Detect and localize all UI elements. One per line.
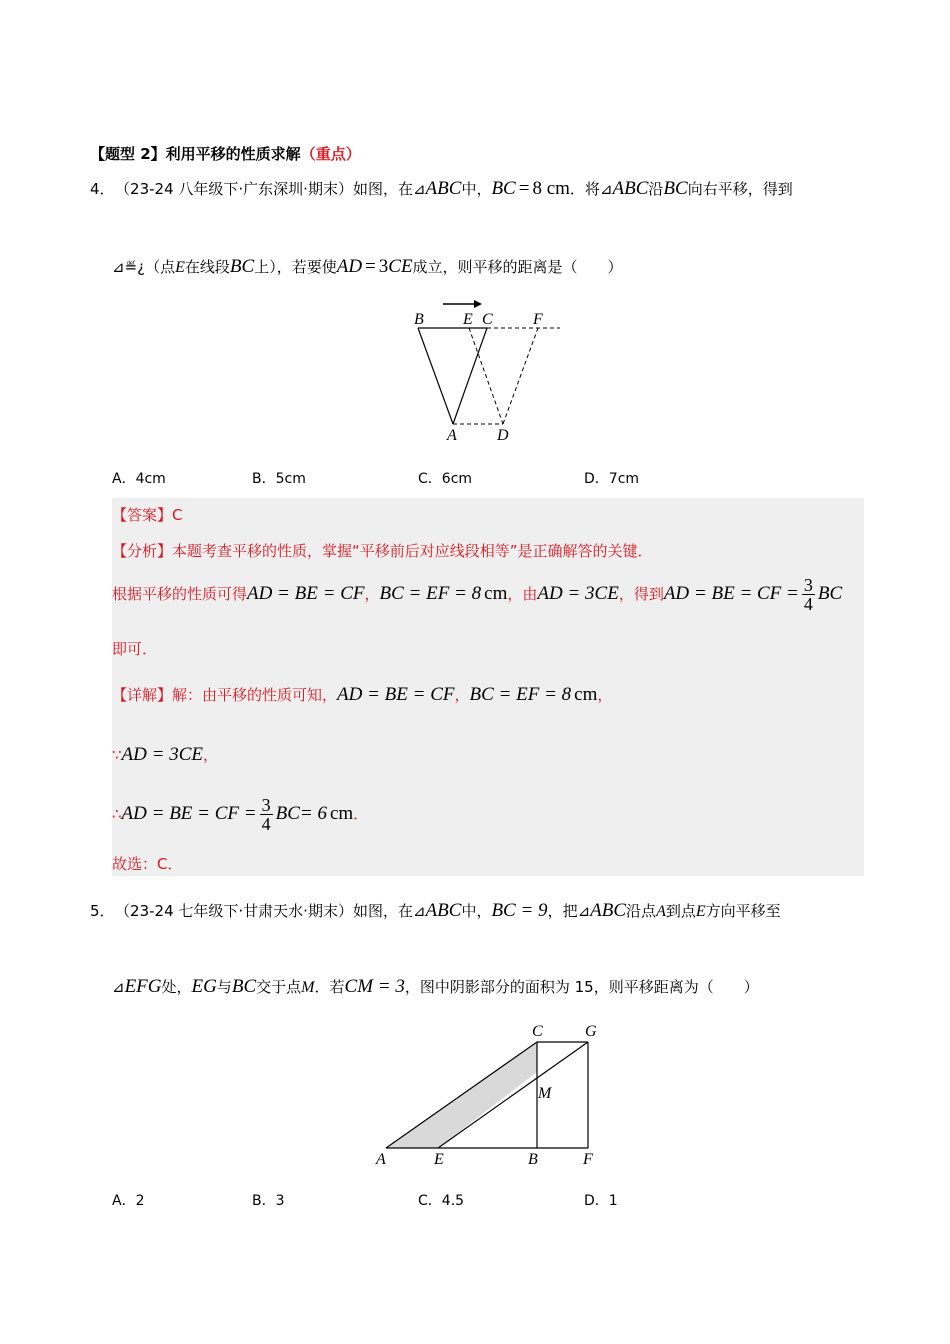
option-value: 4.5: [441, 1193, 465, 1209]
label-d: D: [497, 427, 509, 444]
analysis-text: 根据平移的性质可得: [112, 585, 248, 603]
q4-text: 上），若要使: [254, 258, 337, 276]
label-a: A: [376, 1151, 386, 1168]
fraction-num: 3: [261, 795, 271, 815]
q5-text: 如图，在: [352, 902, 413, 920]
option-label: D．: [584, 1193, 609, 1209]
label-c: C: [532, 1023, 543, 1040]
option-label: A．: [112, 1193, 136, 1209]
label-f: F: [533, 311, 543, 328]
option-label: C．: [418, 1193, 442, 1209]
triangle-symbol: ⊿: [412, 180, 426, 198]
math-value: 8 cm: [532, 178, 570, 199]
math-eq: BC = EF = 8: [469, 684, 572, 705]
math-eq: BC = EF = 8: [379, 583, 482, 604]
math-eq: AD = BE = CF =: [121, 803, 257, 824]
math-bc: BC: [231, 976, 257, 997]
label-g: G: [585, 1023, 597, 1040]
math-ce: CE: [594, 583, 619, 604]
math-abc: ABC: [425, 900, 462, 921]
detail-text: 解：由平移的性质可知，: [172, 686, 338, 704]
segment-de-dashed: [469, 328, 503, 424]
q5-line2: [112, 976, 759, 998]
triangle-symbol: ⊿: [112, 258, 125, 276]
q4-source: （23-24 八年级下·广东深圳·期末）: [122, 180, 353, 198]
segment-ab: [418, 328, 453, 424]
triangle-symbol: ⊿: [112, 978, 125, 996]
q5-text: 沿点: [626, 902, 657, 920]
option-label: B．: [252, 471, 276, 487]
math-bc: BC: [817, 583, 843, 604]
math-a: A: [656, 903, 666, 920]
section-title: 利用平移的性质求解: [165, 145, 301, 163]
therefore-symbol: ∴: [112, 805, 122, 823]
fraction-three-quarters: [802, 576, 815, 613]
section-header: [90, 143, 361, 164]
q5-option-a[interactable]: [112, 1190, 145, 1210]
segment-df-dashed: [503, 328, 538, 424]
label-a: A: [447, 427, 457, 444]
q5-text: 中，: [461, 902, 492, 920]
math-m: M: [301, 979, 315, 996]
because-symbol: ∵: [112, 746, 122, 764]
final-choice: 故选：C．: [112, 855, 183, 873]
because-line: [112, 744, 218, 766]
math-bc: BC: [663, 178, 688, 199]
triangle-symbol: ⊿: [577, 902, 591, 920]
math-bc: BC: [275, 803, 300, 824]
option-value: 2: [135, 1193, 145, 1209]
math-three: 3: [378, 256, 389, 277]
option-label: A．: [112, 471, 136, 487]
option-value: 3: [275, 1193, 285, 1209]
q5-text: 到点: [665, 902, 696, 920]
q4-option-b[interactable]: [252, 468, 306, 488]
analysis-end: 即可．: [112, 640, 158, 658]
answer-line: [112, 504, 183, 525]
triangle-symbol: ⊿: [599, 180, 613, 198]
def-symbol: ≝¿: [124, 258, 146, 276]
math-e: E: [175, 259, 185, 276]
math-efg: EFG: [124, 976, 162, 997]
q4-text: 如图，在: [352, 180, 413, 198]
math-eq: =: [518, 178, 530, 199]
math-ad: AD: [336, 256, 363, 277]
option-label: B．: [252, 1193, 276, 1209]
option-value: 1: [608, 1193, 618, 1209]
label-m: M: [538, 1085, 552, 1102]
label-e: E: [434, 1151, 444, 1168]
analysis-label: 【分析】: [112, 542, 173, 560]
q5-line1: [90, 900, 781, 922]
option-label: C．: [418, 471, 442, 487]
section-prefix: 【题型 2】: [90, 145, 166, 163]
analysis-text: ，得到: [618, 585, 664, 603]
math-eg: EG: [191, 976, 217, 997]
q5-source: （23-24 七年级下·甘肃天水·期末）: [122, 902, 353, 920]
therefore-line: [112, 796, 368, 833]
q5-figure: [370, 1018, 610, 1178]
math-abc: ABC: [425, 178, 462, 199]
math-bc: BC: [229, 256, 255, 277]
option-label: D．: [584, 471, 609, 487]
math-abc: ABC: [612, 178, 649, 199]
math-e: E: [695, 903, 706, 920]
math-unit: cm: [574, 684, 598, 705]
q4-number: 4．: [90, 180, 115, 198]
q5-option-b[interactable]: [252, 1190, 285, 1210]
q5-option-c[interactable]: [418, 1190, 464, 1210]
option-value: 5cm: [275, 471, 306, 487]
math-eq: =: [365, 256, 376, 277]
detail-line: [112, 684, 612, 706]
q4-text: 在线段: [184, 258, 230, 276]
math-ce: CE: [178, 744, 203, 765]
arrow-head: [474, 300, 482, 308]
q5-text: ，把: [547, 902, 578, 920]
analysis-text: ，由: [507, 585, 538, 603]
option-value: 7cm: [608, 471, 640, 487]
fraction-three-quarters: [260, 796, 273, 833]
q4-line1: [90, 178, 793, 200]
answer-label: 【答案】: [112, 506, 173, 524]
q4-option-c[interactable]: [418, 468, 472, 488]
segment-ac: [453, 328, 487, 424]
punct: ．: [353, 805, 369, 823]
punct: ，: [454, 686, 470, 704]
math-eq: BC = 9: [491, 900, 548, 921]
q5-option-d[interactable]: [584, 1190, 618, 1210]
fraction-num: 3: [803, 575, 813, 595]
option-value: 6cm: [441, 471, 473, 487]
q5-text: ．若: [314, 978, 345, 996]
analysis-formula-line: [112, 576, 842, 613]
label-f: F: [583, 1151, 593, 1168]
math-bc: BC: [491, 178, 516, 199]
fraction-den: 4: [261, 814, 271, 834]
triangle-symbol: ⊿: [412, 902, 426, 920]
analysis-text: 本题考查平移的性质，掌握“平移前后对应线段相等”是正确解答的关键．: [172, 542, 653, 560]
q5-number: 5．: [90, 902, 115, 920]
punct: ，: [597, 686, 613, 704]
label-b: B: [414, 311, 424, 328]
fraction-den: 4: [803, 594, 813, 614]
math-eq: = 6: [299, 803, 327, 824]
label-c: C: [482, 311, 493, 328]
q4-figure: [400, 292, 580, 452]
label-e: E: [463, 311, 473, 328]
math-eq: CM = 3: [344, 976, 405, 997]
answer-value: C: [172, 506, 183, 524]
math-eq: AD = 3: [537, 583, 595, 604]
q5-text: ，图中阴影部分的面积为 15，则平移距离为（ ）: [404, 978, 759, 996]
q4-text: 沿: [648, 180, 664, 198]
section-tag: （重点）: [300, 145, 361, 163]
math-unit: cm: [484, 583, 508, 604]
q5-text: 与: [216, 978, 232, 996]
q5-text: 方向平移至: [705, 902, 781, 920]
punct: ，: [202, 746, 218, 764]
q4-option-d[interactable]: [584, 468, 639, 488]
q4-text: ．将: [569, 180, 600, 198]
punct: ，: [364, 585, 380, 603]
math-ce: CE: [388, 256, 413, 277]
q4-text: 中，: [461, 180, 492, 198]
q4-text: 成立，则平移的距离是（ ）: [412, 258, 623, 276]
math-eq: AD = BE = CF: [337, 684, 455, 705]
q4-option-a[interactable]: [112, 468, 166, 488]
option-value: 4cm: [135, 471, 166, 487]
math-unit: cm: [329, 803, 354, 824]
math-eq: AD = BE = CF =: [663, 583, 799, 604]
math-eq: AD = BE = CF: [247, 583, 365, 604]
math-abc: ABC: [590, 900, 627, 921]
analysis-line: [112, 540, 653, 561]
q5-text: 交于点: [256, 978, 302, 996]
q4-text: （点: [145, 258, 176, 276]
q4-text: 向右平移，得到: [687, 180, 793, 198]
math-eq: AD = 3: [121, 744, 179, 765]
q5-text: 处，: [161, 978, 192, 996]
label-b: B: [528, 1151, 538, 1168]
detail-label: 【详解】: [112, 686, 173, 704]
q4-line2: [112, 256, 623, 278]
